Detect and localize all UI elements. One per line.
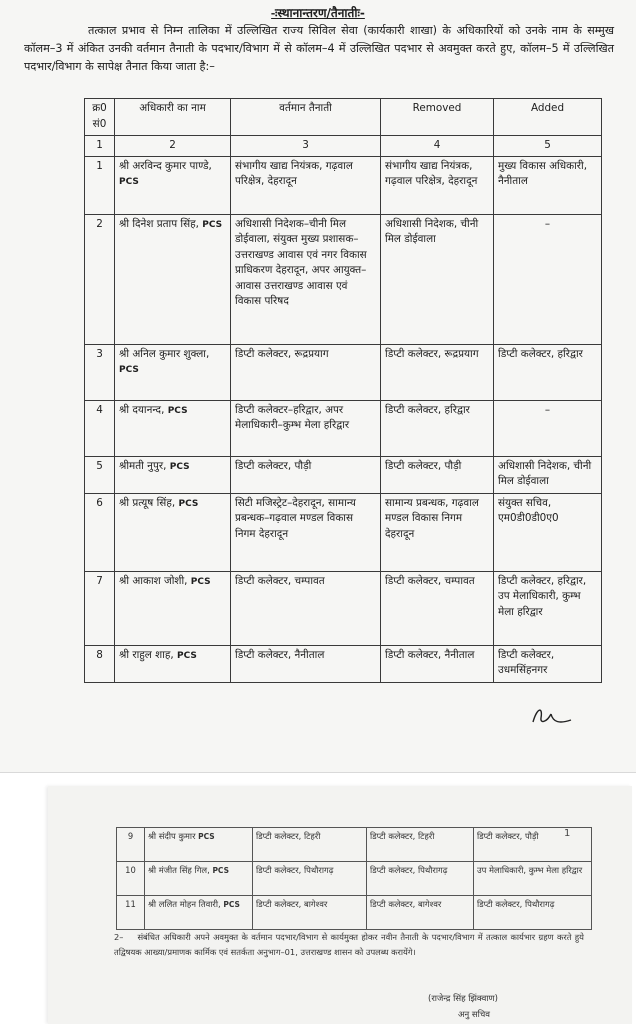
pcs-tag: PCS [212,866,229,875]
transfer-table [84,98,602,683]
header-serial: क्र0 सं0 [85,99,115,136]
column-number-row [85,136,602,157]
row-removed: डिप्टी कलेक्टर, रूद्रप्रयाग [381,344,494,400]
row-added: – [494,400,602,456]
row-current: डिप्टी कलेक्टर–हरिद्वार, अपर मेलाधिकारी–कुम्भ मेला हरिद्वार [231,400,381,456]
row-added: डिप्टी कलेक्टर, पौड़ी [474,828,592,862]
officer-name: श्री प्रत्यूष सिंह, [119,496,176,509]
pcs-tag: PCS [119,177,139,187]
row-current: डिप्टी कलेक्टर, चम्पावत [231,571,381,645]
page-separator [0,772,636,787]
signature-mark [527,700,575,730]
pcs-tag: PCS [177,650,197,661]
instruction-text: संबंधित अधिकारी अपने अवमुक्त के वर्तमान पदभार/विभाग से कार्यमुक्त होकर नवीन तैनाती के पदभार/विभाग में तत्काल कार्यभार ग्रहण करते हुये तद्विषयक आख्या/प्रमाणक कार्मिक एवं सतर्कता अनुभाग–01, उत्तराखण्ड शासन को उपलब्ध करायेंगे। [114,932,584,957]
officer-name: श्रीमती नुपुर, [119,459,167,472]
document-heading: -ःस्थानान्तरण/तैनातीः- [271,6,365,20]
header-current: वर्तमान तैनाती [231,99,381,136]
row-removed: अधिशासी निदेशक, चीनी मिल डोईवाला [381,214,494,344]
officer-name: श्री अनिल कुमार शुक्ला, [119,347,210,360]
column-number: 2 [115,136,231,157]
row-added: – [494,214,602,344]
row-serial: 1 [85,156,115,214]
officer-name: श्री दिनेश प्रताप सिंह, [119,217,199,230]
document-page-2 [48,786,632,1024]
row-added: मुख्य विकास अधिकारी, नैनीताल [494,156,602,214]
row-serial: 7 [85,571,115,645]
officer-name: श्री अरविन्द कुमार पाण्डे, [119,159,212,172]
pcs-tag: PCS [202,219,223,230]
signatory-name: (राजेन्द्र सिंह झिंक्वाण) [428,994,498,1004]
column-number: 5 [494,136,602,157]
row-removed: डिप्टी कलेक्टर, पौड़ी [381,456,494,493]
row-serial: 6 [85,493,115,571]
row-name [115,214,231,344]
row-name [115,400,231,456]
row-added: डिप्टी कलेक्टर, हरिद्वार [494,344,602,400]
table-row [117,862,592,896]
row-added: अधिशासी निदेशक, चीनी मिल डोईवाला [494,456,602,493]
intro-text: तत्काल प्रभाव से निम्न तालिका में उल्लिखित राज्य सिविल सेवा (कार्यकारी शाखा) के अधिकारियों को उनके नाम के सम्मुख कॉलम–3 में अंकित उनकी वर्तमान तैनाती के पदभार/विभाग में से कॉलम–4 में उल्लिखित पदभार से अवमुक्त करते हुए, कॉलम–5 में उल्लिखित पदभार/विभाग के सापेक्ष तैनात किया जाता है:– [24,24,614,73]
table-row [85,214,602,344]
signatory-title: अनु सचिव [458,1010,490,1020]
table-row [85,645,602,682]
row-serial: 8 [85,645,115,682]
row-added: डिप्टी कलेक्टर, पिथौरागढ़ [474,896,592,930]
intro-paragraph [24,22,614,76]
row-current: डिप्टी कलेक्टर, नैनीताल [231,645,381,682]
row-name [115,456,231,493]
table-row [85,571,602,645]
row-serial: 4 [85,400,115,456]
table-row [85,456,602,493]
row-name [145,828,253,862]
row-serial: 2 [85,214,115,344]
instruction-paragraph [114,930,584,960]
officer-name: श्री ललित मोहन तिवारी, [148,899,221,909]
pcs-tag: PCS [223,900,240,909]
officer-name: श्री दयानन्द, [119,403,165,416]
table-row [117,896,592,930]
header-added: Added [494,99,602,136]
officer-name: श्री राहुल शाह, [119,648,174,661]
column-number: 3 [231,136,381,157]
table-row [85,156,602,214]
table-row [85,400,602,456]
row-added: डिप्टी कलेक्टर, उधमसिंहनगर [494,645,602,682]
row-removed: डिप्टी कलेक्टर, पिथौरागढ़ [367,862,474,896]
row-removed: संभागीय खाद्य नियंत्रक, गढ़वाल परिक्षेत्र, देहरादून [381,156,494,214]
transfer-table-continued [116,827,592,930]
row-current: डिप्टी कलेक्टर, पौड़ी [231,456,381,493]
paragraph-number: 2– [114,932,124,942]
row-current: डिप्टी कलेक्टर, रूद्रप्रयाग [231,344,381,400]
column-number: 1 [85,136,115,157]
row-added: उप मेलाधिकारी, कुम्भ मेला हरिद्वार [474,862,592,896]
row-current: सिटी मजिस्ट्रेट–देहरादून, सामान्य प्रबन्धक–गढ़वाल मण्डल विकास निगम देहरादून [231,493,381,571]
row-removed: सामान्य प्रबन्धक, गढ़वाल मण्डल विकास निगम देहरादून [381,493,494,571]
header-name: अधिकारी का नाम [115,99,231,136]
officer-name: श्री आकाश जोशी, [119,574,188,587]
row-current: अधिशासी निदेशक–चीनी मिल डोईवाला, संयुक्त मुख्य प्रशासक–उत्तराखण्ड आवास एवं नगर विकास प्राधिकरण देहरादून, अपर आयुक्त–आवास उत्तराखण्ड आवास एवं विकास परिषद [231,214,381,344]
table-row [117,828,592,862]
officer-name: श्री संदीप कुमार [148,831,196,841]
row-name [145,862,253,896]
row-serial: 11 [117,896,145,930]
header-removed: Removed [381,99,494,136]
pcs-tag: PCS [167,405,188,416]
pcs-tag: PCS [119,365,139,375]
row-current: डिप्टी कलेक्टर, बागेश्वर [253,896,367,930]
row-serial: 5 [85,456,115,493]
margin-mark: 1 [564,828,571,839]
row-removed: डिप्टी कलेक्टर, नैनीताल [381,645,494,682]
row-current: डिप्टी कलेक्टर, टिहरी [253,828,367,862]
row-added: डिप्टी कलेक्टर, हरिद्वार, उप मेलाधिकारी, कुम्भ मेला हरिद्वार [494,571,602,645]
column-number: 4 [381,136,494,157]
row-name [115,645,231,682]
row-serial: 10 [117,862,145,896]
row-name [115,156,231,214]
table-row [85,493,602,571]
pcs-tag: PCS [169,461,190,472]
row-removed: डिप्टी कलेक्टर, चम्पावत [381,571,494,645]
pcs-tag: PCS [198,832,215,841]
row-current: संभागीय खाद्य नियंत्रक, गढ़वाल परिक्षेत्र, देहरादून [231,156,381,214]
table-header-row [85,99,602,136]
row-removed: डिप्टी कलेक्टर, बागेश्वर [367,896,474,930]
row-serial: 3 [85,344,115,400]
pcs-tag: PCS [178,498,199,509]
row-current: डिप्टी कलेक्टर, पिथौरागढ़ [253,862,367,896]
officer-name: श्री मंजीत सिंह गिल, [148,865,210,875]
row-added: संयुक्त सचिव, एम0डी0डी0ए0 [494,493,602,571]
row-removed: डिप्टी कलेक्टर, हरिद्वार [381,400,494,456]
table-row [85,344,602,400]
row-name [115,493,231,571]
pcs-tag: PCS [190,576,211,587]
row-serial: 9 [117,828,145,862]
row-name [115,344,231,400]
row-name [145,896,253,930]
row-removed: डिप्टी कलेक्टर, टिहरी [367,828,474,862]
row-name [115,571,231,645]
